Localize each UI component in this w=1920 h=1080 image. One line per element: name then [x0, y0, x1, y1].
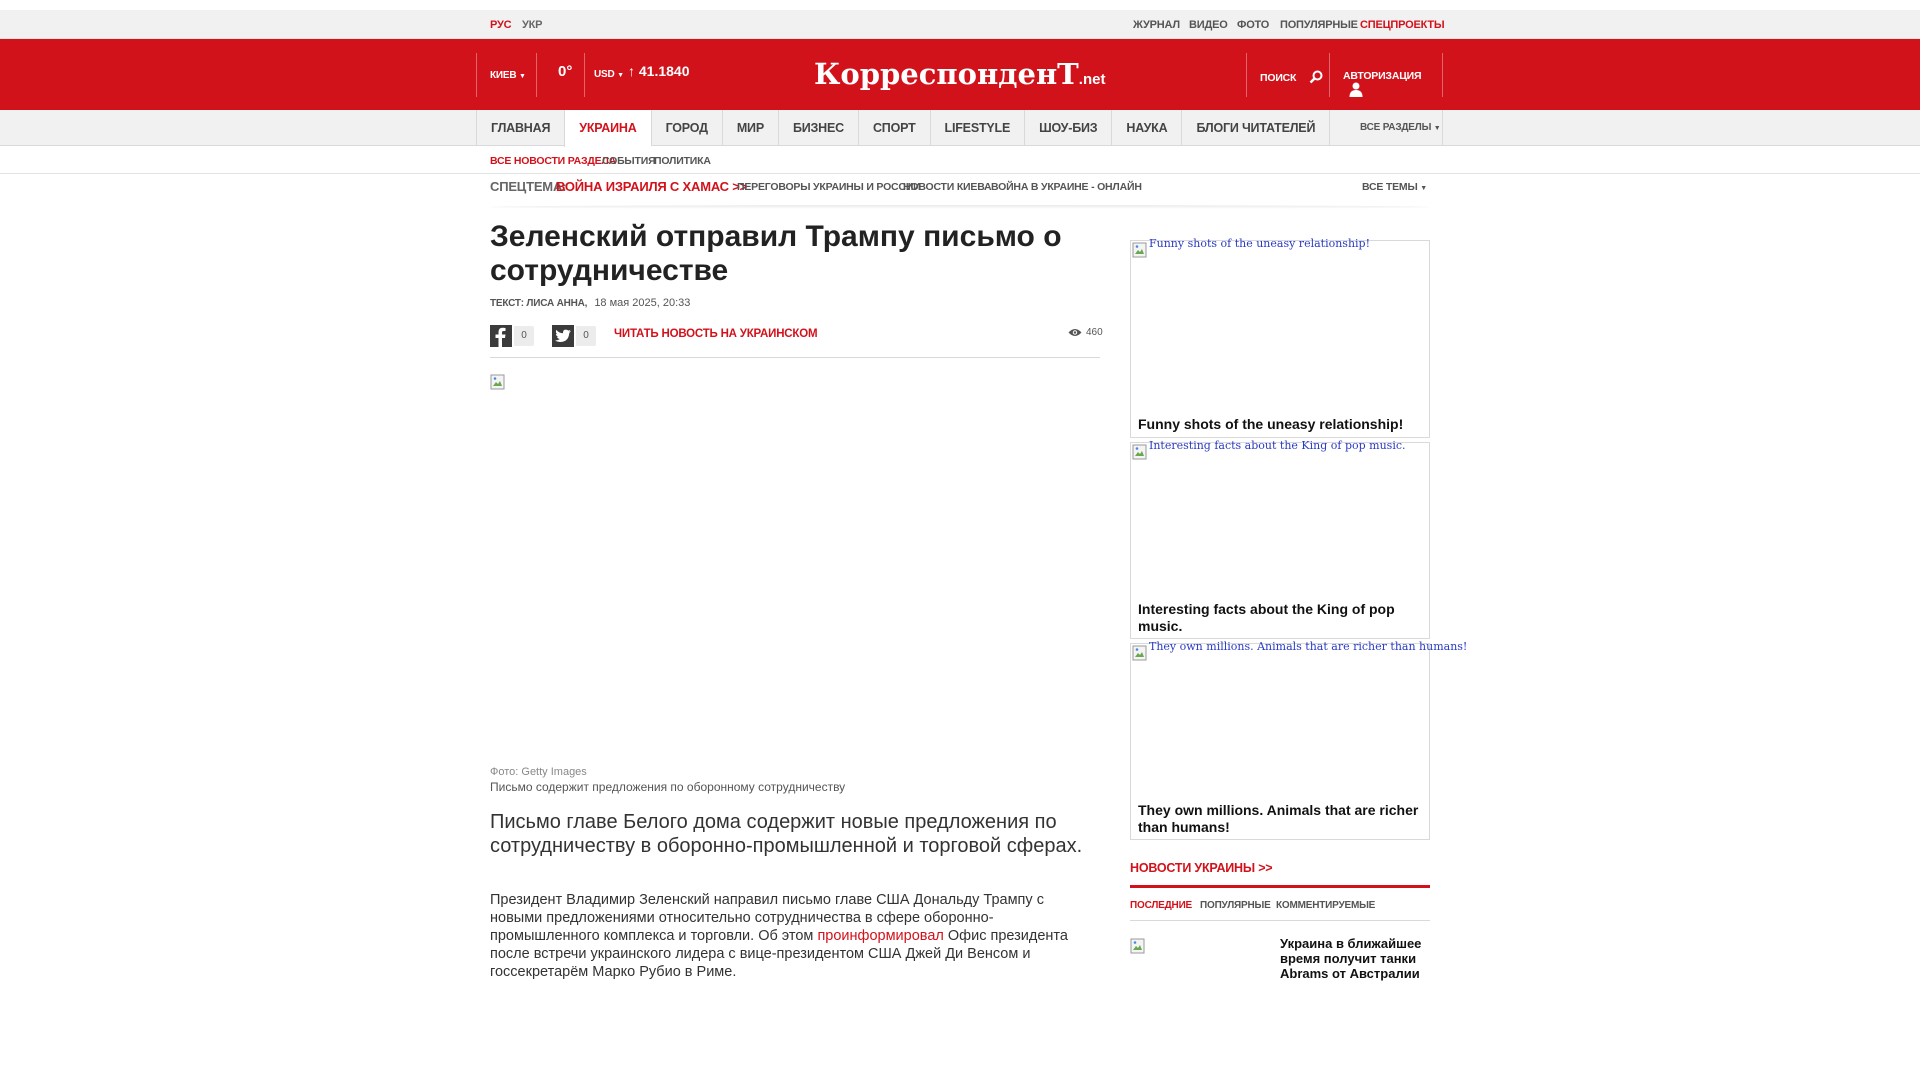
topic-special-link[interactable]: ВОЙНА ИЗРАИЛЯ С ХАМАС >> [556, 179, 748, 194]
tab-latest[interactable]: ПОСЛЕДНИЕ [1130, 900, 1193, 911]
promo-card-title: They own millions. Animals that are richer than humans! [1138, 802, 1419, 835]
search-label: ПОИСК [1260, 72, 1297, 84]
nav-divider [1442, 110, 1443, 146]
news-header-underline [1130, 885, 1430, 888]
auth-label: АВТОРИЗАЦИЯ [1343, 70, 1422, 82]
topic-link-kyiv-news[interactable]: НОВОСТИ КИЕВА [903, 181, 992, 193]
exchange-rate-value: 41.1840 [638, 63, 690, 79]
site-logo[interactable] [814, 57, 1105, 91]
news-item-title[interactable]: Украина в ближайшее время получит танки Abrams от Австралии [1280, 936, 1422, 981]
nav-item-lifestyle[interactable]: LIFESTYLE [930, 110, 1025, 146]
views-count: 460 [1086, 327, 1103, 338]
nav-item-business[interactable]: БИЗНЕС [778, 110, 858, 146]
chevron-down-icon: ▼ [518, 73, 526, 80]
promo-card-image-alt: They own millions. Animals that are richer than humans! [1149, 640, 1468, 653]
tab-commented[interactable]: КОММЕНТИРУЕМЫЕ [1276, 900, 1376, 911]
all-topics-dropdown[interactable] [1362, 181, 1427, 193]
topbar-link-video[interactable]: ВИДЕО [1189, 19, 1228, 31]
topbar-link-journal[interactable]: ЖУРНАЛ [1133, 19, 1180, 31]
nav-item-blogs[interactable]: БЛОГИ ЧИТАТЕЛЕЙ [1181, 110, 1330, 146]
section-subnav [0, 146, 1920, 174]
logo-main: КорреспонденТ [814, 57, 1079, 91]
facebook-count: 0 [514, 326, 534, 346]
article-body [490, 891, 1100, 981]
main-nav [476, 110, 1330, 146]
chevron-down-icon: ▼ [617, 72, 624, 79]
nav-item-main[interactable]: ГЛАВНАЯ [476, 110, 564, 146]
lang-ru-link[interactable]: РУС [490, 19, 512, 31]
news-tabs [1130, 897, 1430, 921]
photo-credit: Фото: Getty Images [490, 766, 587, 778]
eye-icon [1068, 328, 1082, 337]
arrow-up-icon: ↑ [628, 63, 635, 79]
article-image [490, 372, 1100, 762]
nav-item-showbiz[interactable]: ШОУ-БИЗ [1024, 110, 1111, 146]
broken-image-icon [1130, 938, 1146, 954]
article-meta [490, 297, 690, 309]
ukraine-news-header-link[interactable]: НОВОСТИ УКРАИНЫ >> [1130, 861, 1273, 875]
nav-item-sport[interactable]: СПОРТ [858, 110, 930, 146]
nav-item-world[interactable]: МИР [722, 110, 778, 146]
user-icon [1349, 82, 1363, 97]
promo-card-title: Funny shots of the uneasy relationship! [1138, 416, 1404, 432]
divider [490, 357, 1100, 358]
header [476, 39, 1443, 110]
topbar-link-photo[interactable]: ФОТО [1237, 19, 1270, 31]
broken-image-icon [1132, 242, 1148, 258]
city-select[interactable] [490, 70, 526, 81]
topic-link-war-online[interactable]: ВОЙНА В УКРАИНЕ - ОНЛАЙН [991, 181, 1142, 193]
nav-item-science[interactable]: НАУКА [1111, 110, 1181, 146]
temperature: 0° [558, 63, 573, 80]
twitter-icon [552, 325, 574, 347]
exchange-rate [628, 63, 690, 79]
promo-card[interactable] [1130, 640, 1468, 840]
broken-image-icon [1132, 444, 1148, 460]
currency-label: USD [594, 69, 615, 80]
article-body-text-end: Офис президента после встречи украинского лидера с вице-президентом США Джей Ди Венсом и госсекретарём Марко Рубио в Риме. [490, 928, 1068, 980]
article-title: Зеленский отправил Трампу письмо о сотрудничестве [490, 220, 1062, 287]
auth-button[interactable] [1343, 70, 1443, 97]
promo-card[interactable] [1130, 439, 1430, 639]
nav-item-ukraine[interactable]: УКРАИНА [564, 110, 650, 147]
office-link[interactable]: проинформировал [817, 928, 944, 944]
currency-select[interactable] [594, 69, 624, 80]
all-topics-label: ВСЕ ТЕМЫ [1362, 181, 1418, 193]
article-date: 18 мая 2025, 20:33 [594, 297, 691, 309]
top-strip [0, 10, 1920, 39]
promo-card-image-alt: Interesting facts about the King of pop music. [1149, 439, 1406, 452]
chevron-down-icon: ▼ [1420, 185, 1427, 192]
topics-bar [490, 178, 1430, 206]
search-button[interactable] [1260, 70, 1323, 84]
twitter-count: 0 [576, 326, 596, 346]
article-author[interactable]: ТЕКСТ: ЛИСА АННА, [490, 298, 588, 309]
promo-card-image-alt: Funny shots of the uneasy relationship! [1149, 237, 1371, 250]
broken-image-icon [490, 374, 506, 390]
facebook-icon [490, 325, 512, 347]
subnav-politics[interactable]: ПОЛИТИКА [654, 155, 711, 167]
tab-popular[interactable]: ПОПУЛЯРНЫЕ [1200, 900, 1271, 911]
photo-caption: Письмо содержит предложения по оборонному сотрудничеству [490, 780, 846, 794]
subnav-events[interactable]: СОБЫТИЯ [602, 155, 656, 167]
subnav-all-news[interactable]: ВСЕ НОВОСТИ РАЗДЕЛА [490, 155, 616, 167]
topics-shadow [490, 205, 1430, 209]
lang-ua-link[interactable]: УКР [522, 19, 543, 31]
topbar-link-popular[interactable]: ПОПУЛЯРНЫЕ [1280, 19, 1358, 31]
search-icon [1309, 70, 1323, 84]
chevron-down-icon: ▼ [1433, 125, 1441, 132]
all-sections-label: ВСЕ РАЗДЕЛЫ [1360, 122, 1432, 133]
facebook-share[interactable] [490, 326, 534, 346]
views-counter [1068, 327, 1103, 338]
logo-suffix: .net [1078, 71, 1106, 88]
city-label: КИЕВ [490, 70, 517, 81]
nav-item-city[interactable]: ГОРОД [651, 110, 722, 146]
broken-image-icon [1132, 645, 1148, 661]
topic-link-negotiations[interactable]: ПЕРЕГОВОРЫ УКРАИНЫ И РОССИИ [737, 181, 921, 193]
promo-card-title: Interesting facts about the King of pop music. [1138, 601, 1395, 634]
topics-label: СПЕЦТЕМА: [490, 179, 567, 194]
article-lead: Письмо главе Белого дома содержит новые предложения по сотрудничеству в оборонно-промышленной и торговой сферах. [490, 811, 1083, 857]
topbar-link-specprojects[interactable]: СПЕЦПРОЕКТЫ [1360, 19, 1445, 31]
article-body-text: Президент Владимир Зеленский направил письмо главе США Дональду Трампу с новыми предложениями относительно сотрудничества в сфере оборонно-промышленного комплекса и торговли. Об этом [490, 892, 1044, 944]
promo-card[interactable] [1130, 237, 1430, 438]
read-in-ukrainian-link[interactable]: ЧИТАТЬ НОВОСТЬ НА УКРАИНСКОМ [614, 328, 818, 340]
twitter-share[interactable] [552, 326, 596, 346]
all-sections-dropdown[interactable] [1360, 122, 1441, 133]
